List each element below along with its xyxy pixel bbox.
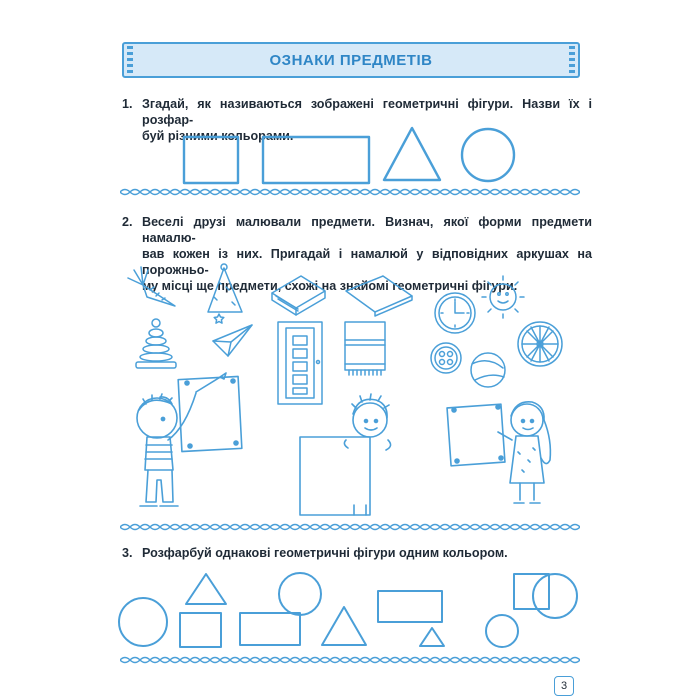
door-icon <box>278 322 322 404</box>
task3-rectangle <box>378 591 442 622</box>
task-2-line: му місці ще предмети, схожі на знайомі геометричні фігури. <box>142 279 518 293</box>
task2-objects <box>128 264 562 404</box>
paper-plane-icon <box>213 325 252 356</box>
task3-square <box>514 574 549 609</box>
task-1-number: 1. <box>122 97 133 111</box>
task-1-line: Згадай, як називаються зображені геометричні фігури. Назви їх і розфар- <box>142 97 592 127</box>
task1-rectangle <box>263 137 369 183</box>
task-3-line: Розфарбуй однакові геометричні фігури одним кольором. <box>142 546 508 560</box>
task3-circle <box>486 615 518 647</box>
clock-icon <box>435 293 475 333</box>
carrot-icon <box>128 267 175 306</box>
task-2-line: вав кожен із них. Пригадай і намалюй у відповідних аркушах на порожньо- <box>142 247 592 277</box>
ball-icon <box>471 353 505 387</box>
task1-shapes <box>184 128 514 183</box>
task3-circle <box>533 574 577 618</box>
task3-rectangle <box>240 613 300 645</box>
wheel-icon <box>518 322 562 366</box>
task3-triangle <box>322 607 366 645</box>
task-3-number: 3. <box>122 546 133 560</box>
task3-triangle <box>186 574 226 604</box>
boy-holding-sheet-illustration <box>300 394 391 515</box>
task1-triangle <box>384 128 440 180</box>
sun-icon <box>482 276 524 318</box>
task-2-number: 2. <box>122 215 133 229</box>
task1-circle <box>462 129 514 181</box>
boy-painting-illustration <box>137 373 242 506</box>
task3-circle <box>119 598 167 646</box>
towel-icon <box>345 322 385 375</box>
button-icon <box>431 343 461 373</box>
task3-shapes <box>119 573 577 647</box>
star-icon <box>214 314 224 323</box>
napkin-icon <box>346 276 412 316</box>
page-number: 3 <box>554 676 574 696</box>
task3-square <box>180 613 221 647</box>
task3-triangle <box>420 628 444 646</box>
party-hat-icon <box>208 264 242 312</box>
pyramid-toy-icon <box>136 319 176 368</box>
girl-with-sheet-illustration <box>447 402 550 503</box>
task-2-line: Веселі друзі малювали предмети. Визнач, якої форми предмети намалю- <box>142 215 592 245</box>
task3-circle <box>279 573 321 615</box>
task1-square <box>184 137 238 183</box>
book-icon <box>272 276 325 315</box>
task-1-line: буй різними кольорами. <box>142 129 294 143</box>
page-title: ОЗНАКИ ПРЕДМЕТІВ <box>269 51 433 69</box>
